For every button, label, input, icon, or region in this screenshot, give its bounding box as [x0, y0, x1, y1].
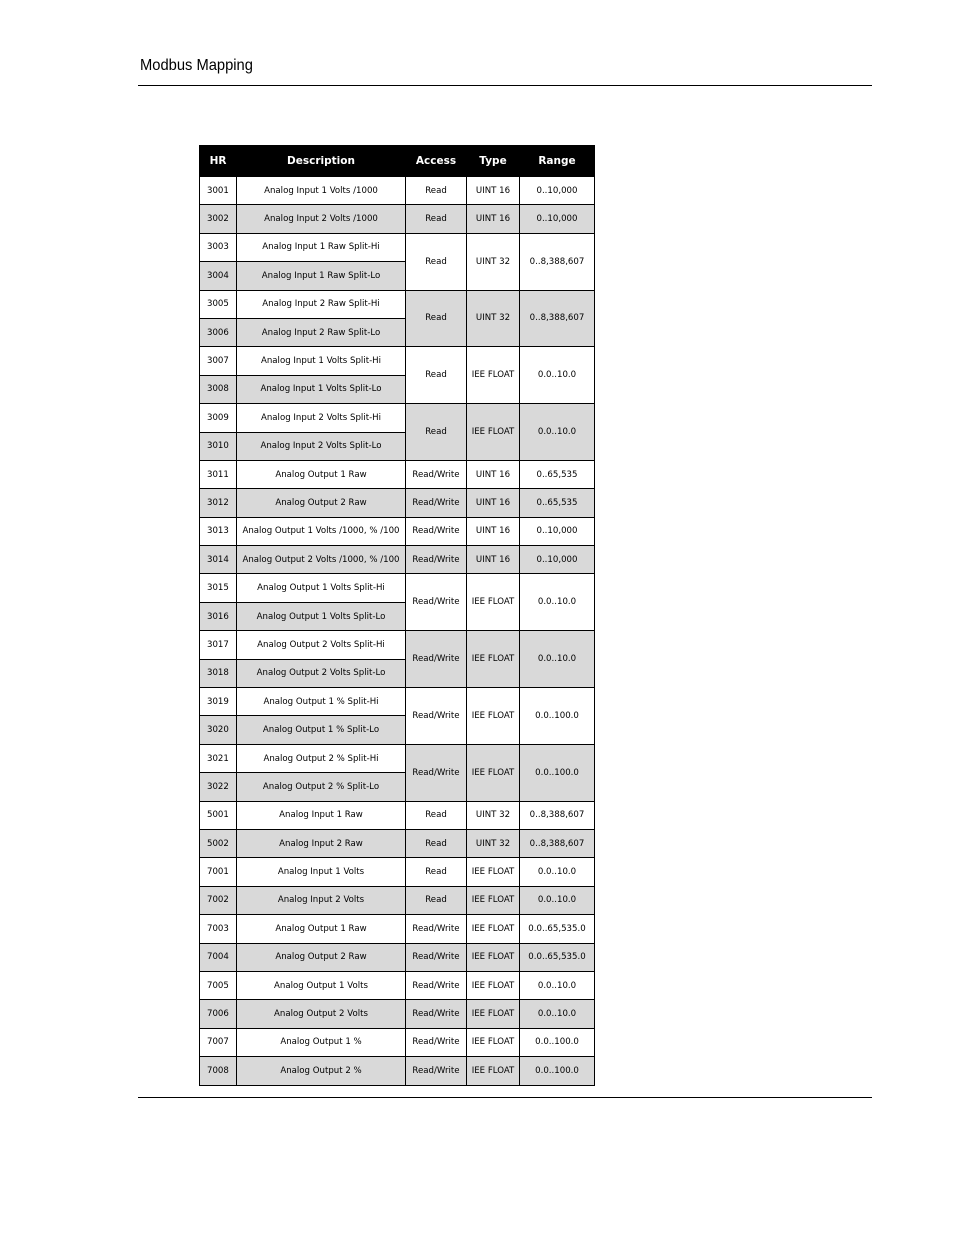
description-cell: Analog Output 1 % Split-Hi: [237, 688, 406, 716]
access-cell: Read: [406, 404, 467, 461]
register-number-cell: 3010: [200, 432, 237, 460]
access-cell: Read/Write: [406, 688, 467, 745]
type-cell: IEE FLOAT: [467, 1057, 520, 1085]
page-header-title: Modbus Mapping: [140, 57, 253, 74]
table-row: [200, 1028, 595, 1056]
register-number-cell: 3004: [200, 262, 237, 290]
description-cell: Analog Output 1 Volts Split-Lo: [237, 602, 406, 630]
modbus-register-table: [199, 145, 595, 1086]
table-row: [200, 517, 595, 545]
description-cell: Analog Output 1 Volts: [237, 971, 406, 999]
table-row: [200, 631, 595, 659]
access-cell: Read: [406, 801, 467, 829]
table-row: [200, 971, 595, 999]
column-header-hr: HR: [200, 146, 237, 177]
description-cell: Analog Output 2 Volts: [237, 1000, 406, 1028]
access-cell: Read/Write: [406, 631, 467, 688]
register-number-cell: 3007: [200, 347, 237, 375]
access-cell: Read/Write: [406, 574, 467, 631]
register-number-cell: 3013: [200, 517, 237, 545]
type-cell: UINT 32: [467, 801, 520, 829]
access-cell: Read: [406, 347, 467, 404]
type-cell: IEE FLOAT: [467, 574, 520, 631]
range-cell: 0..10,000: [520, 177, 595, 205]
access-cell: Read: [406, 886, 467, 914]
range-cell: 0.0..10.0: [520, 574, 595, 631]
type-cell: IEE FLOAT: [467, 943, 520, 971]
type-cell: IEE FLOAT: [467, 858, 520, 886]
table-body: [200, 177, 595, 1086]
table-row: [200, 489, 595, 517]
table-row: [200, 858, 595, 886]
description-cell: Analog Input 2 Volts Split-Lo: [237, 432, 406, 460]
table-row: [200, 177, 595, 205]
range-cell: 0.0..100.0: [520, 1028, 595, 1056]
type-cell: IEE FLOAT: [467, 1028, 520, 1056]
description-cell: Analog Output 2 Raw: [237, 943, 406, 971]
register-number-cell: 3018: [200, 659, 237, 687]
register-number-cell: 3015: [200, 574, 237, 602]
table-row: [200, 205, 595, 233]
description-cell: Analog Output 2 Volts Split-Hi: [237, 631, 406, 659]
description-cell: Analog Output 1 Volts /1000, % /100: [237, 517, 406, 545]
description-cell: Analog Output 2 Volts Split-Lo: [237, 659, 406, 687]
range-cell: 0.0..10.0: [520, 886, 595, 914]
description-cell: Analog Output 2 %: [237, 1057, 406, 1085]
table-row: [200, 688, 595, 716]
table-row: [200, 347, 595, 375]
range-cell: 0.0..10.0: [520, 631, 595, 688]
table-row: [200, 290, 595, 318]
register-number-cell: 3019: [200, 688, 237, 716]
description-cell: Analog Output 1 %: [237, 1028, 406, 1056]
description-cell: Analog Input 2 Raw Split-Hi: [237, 290, 406, 318]
type-cell: UINT 32: [467, 290, 520, 347]
column-header-range: Range: [520, 146, 595, 177]
access-cell: Read/Write: [406, 1057, 467, 1085]
register-number-cell: 7007: [200, 1028, 237, 1056]
description-cell: Analog Input 1 Volts /1000: [237, 177, 406, 205]
range-cell: 0..65,535: [520, 460, 595, 488]
type-cell: UINT 16: [467, 205, 520, 233]
access-cell: Read/Write: [406, 460, 467, 488]
register-number-cell: 7001: [200, 858, 237, 886]
type-cell: IEE FLOAT: [467, 1000, 520, 1028]
range-cell: 0.0..10.0: [520, 858, 595, 886]
access-cell: Read/Write: [406, 517, 467, 545]
register-number-cell: 3016: [200, 602, 237, 630]
access-cell: Read/Write: [406, 489, 467, 517]
table-row: [200, 574, 595, 602]
register-number-cell: 7005: [200, 971, 237, 999]
range-cell: 0.0..65,535.0: [520, 943, 595, 971]
description-cell: Analog Input 2 Volts: [237, 886, 406, 914]
table-row: [200, 1057, 595, 1085]
access-cell: Read/Write: [406, 744, 467, 801]
type-cell: UINT 16: [467, 546, 520, 574]
access-cell: Read/Write: [406, 971, 467, 999]
type-cell: UINT 16: [467, 177, 520, 205]
table-row: [200, 1000, 595, 1028]
footer-divider: [138, 1097, 872, 1098]
table-row: [200, 460, 595, 488]
register-number-cell: 7003: [200, 915, 237, 943]
type-cell: IEE FLOAT: [467, 404, 520, 461]
range-cell: 0.0..10.0: [520, 1000, 595, 1028]
description-cell: Analog Input 2 Raw Split-Lo: [237, 318, 406, 346]
range-cell: 0..10,000: [520, 205, 595, 233]
type-cell: UINT 32: [467, 829, 520, 857]
header-divider: [138, 85, 872, 86]
table-row: [200, 233, 595, 261]
column-header-access: Access: [406, 146, 467, 177]
table-row: [200, 915, 595, 943]
access-cell: Read: [406, 829, 467, 857]
type-cell: IEE FLOAT: [467, 744, 520, 801]
type-cell: UINT 16: [467, 517, 520, 545]
type-cell: UINT 32: [467, 233, 520, 290]
access-cell: Read/Write: [406, 943, 467, 971]
description-cell: Analog Input 1 Volts: [237, 858, 406, 886]
register-number-cell: 3009: [200, 404, 237, 432]
access-cell: Read/Write: [406, 546, 467, 574]
access-cell: Read: [406, 858, 467, 886]
description-cell: Analog Input 2 Raw: [237, 829, 406, 857]
table-row: [200, 546, 595, 574]
table-header-row: [200, 146, 595, 177]
register-number-cell: 3008: [200, 375, 237, 403]
description-cell: Analog Output 2 Volts /1000, % /100: [237, 546, 406, 574]
range-cell: 0.0..10.0: [520, 404, 595, 461]
range-cell: 0.0..10.0: [520, 971, 595, 999]
register-number-cell: 7002: [200, 886, 237, 914]
type-cell: UINT 16: [467, 489, 520, 517]
table-row: [200, 943, 595, 971]
access-cell: Read: [406, 177, 467, 205]
access-cell: Read/Write: [406, 1000, 467, 1028]
range-cell: 0.0..100.0: [520, 744, 595, 801]
register-number-cell: 3006: [200, 318, 237, 346]
table-row: [200, 886, 595, 914]
description-cell: Analog Output 1 Raw: [237, 460, 406, 488]
range-cell: 0.0..100.0: [520, 1057, 595, 1085]
range-cell: 0..10,000: [520, 546, 595, 574]
table-row: [200, 829, 595, 857]
table-row: [200, 801, 595, 829]
register-number-cell: 3021: [200, 744, 237, 772]
type-cell: IEE FLOAT: [467, 347, 520, 404]
column-header-description: Description: [237, 146, 406, 177]
table-row: [200, 404, 595, 432]
access-cell: Read/Write: [406, 1028, 467, 1056]
range-cell: 0..8,388,607: [520, 829, 595, 857]
register-number-cell: 3014: [200, 546, 237, 574]
access-cell: Read: [406, 205, 467, 233]
range-cell: 0..10,000: [520, 517, 595, 545]
register-number-cell: 3001: [200, 177, 237, 205]
description-cell: Analog Input 1 Raw Split-Lo: [237, 262, 406, 290]
description-cell: Analog Input 1 Raw Split-Hi: [237, 233, 406, 261]
range-cell: 0..65,535: [520, 489, 595, 517]
range-cell: 0.0..65,535.0: [520, 915, 595, 943]
description-cell: Analog Output 1 Volts Split-Hi: [237, 574, 406, 602]
table-row: [200, 744, 595, 772]
register-number-cell: 3005: [200, 290, 237, 318]
type-cell: IEE FLOAT: [467, 631, 520, 688]
range-cell: 0.0..10.0: [520, 347, 595, 404]
type-cell: IEE FLOAT: [467, 886, 520, 914]
register-number-cell: 3011: [200, 460, 237, 488]
description-cell: Analog Input 2 Volts Split-Hi: [237, 404, 406, 432]
range-cell: 0..8,388,607: [520, 801, 595, 829]
description-cell: Analog Output 1 % Split-Lo: [237, 716, 406, 744]
description-cell: Analog Input 2 Volts /1000: [237, 205, 406, 233]
register-number-cell: 3003: [200, 233, 237, 261]
access-cell: Read: [406, 233, 467, 290]
register-number-cell: 3002: [200, 205, 237, 233]
register-number-cell: 3022: [200, 773, 237, 801]
register-number-cell: 3012: [200, 489, 237, 517]
register-number-cell: 3017: [200, 631, 237, 659]
description-cell: Analog Input 1 Raw: [237, 801, 406, 829]
column-header-type: Type: [467, 146, 520, 177]
type-cell: IEE FLOAT: [467, 971, 520, 999]
type-cell: IEE FLOAT: [467, 915, 520, 943]
range-cell: 0..8,388,607: [520, 233, 595, 290]
description-cell: Analog Output 2 Raw: [237, 489, 406, 517]
description-cell: Analog Input 1 Volts Split-Hi: [237, 347, 406, 375]
range-cell: 0.0..100.0: [520, 688, 595, 745]
description-cell: Analog Input 1 Volts Split-Lo: [237, 375, 406, 403]
register-number-cell: 5002: [200, 829, 237, 857]
type-cell: UINT 16: [467, 460, 520, 488]
description-cell: Analog Output 1 Raw: [237, 915, 406, 943]
access-cell: Read: [406, 290, 467, 347]
register-number-cell: 7006: [200, 1000, 237, 1028]
register-number-cell: 5001: [200, 801, 237, 829]
range-cell: 0..8,388,607: [520, 290, 595, 347]
access-cell: Read/Write: [406, 915, 467, 943]
register-number-cell: 7004: [200, 943, 237, 971]
register-number-cell: 3020: [200, 716, 237, 744]
register-number-cell: 7008: [200, 1057, 237, 1085]
description-cell: Analog Output 2 % Split-Hi: [237, 744, 406, 772]
description-cell: Analog Output 2 % Split-Lo: [237, 773, 406, 801]
type-cell: IEE FLOAT: [467, 688, 520, 745]
